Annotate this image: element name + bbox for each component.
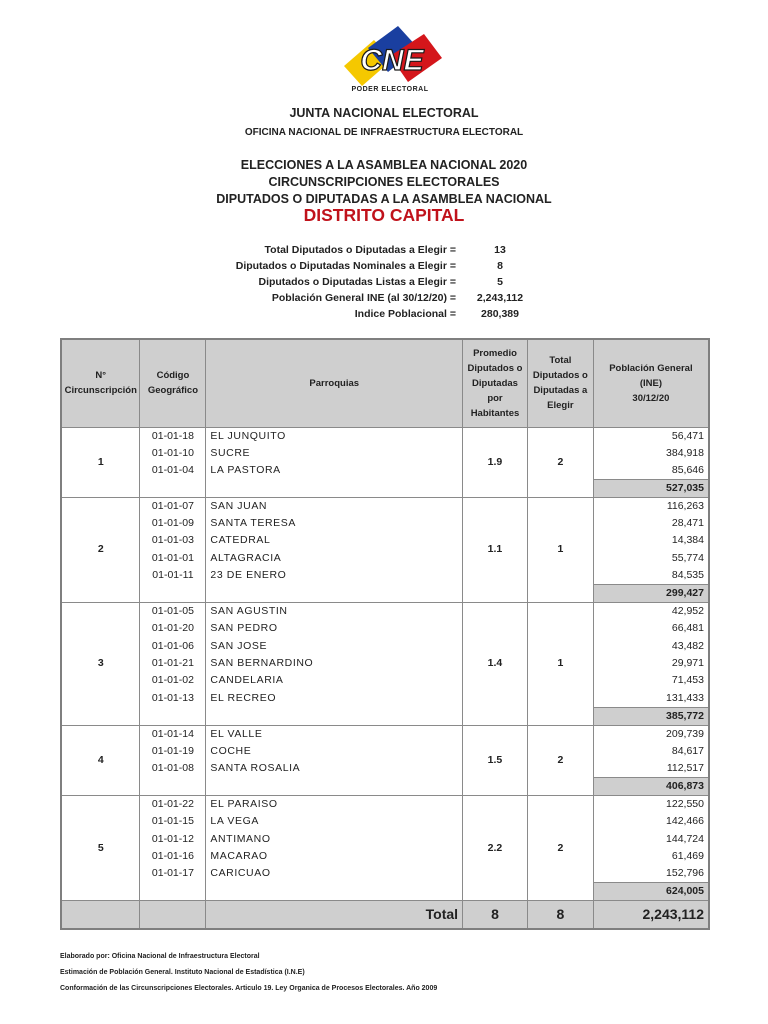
table-row	[61, 796, 709, 814]
circunscripcion-number: 3	[61, 603, 140, 726]
empty-cell	[206, 585, 463, 603]
header-line: Parroquias	[309, 377, 360, 389]
total-deputies: 1	[527, 603, 593, 726]
table-row	[61, 672, 709, 689]
geo-code: 01-01-07	[140, 497, 206, 515]
geo-code: 01-01-13	[140, 690, 206, 708]
summary-label: Indice Poblacional =	[354, 308, 456, 320]
header-line: 30/12/20	[632, 392, 670, 404]
total-deputies: 2	[527, 725, 593, 795]
header-line: Diputados o	[532, 370, 588, 382]
circunscripcion-number: 4	[61, 725, 140, 795]
population-value: 56,471	[593, 427, 709, 445]
circumscription-title: CIRCUNSCRIPCIONES ELECTORALES	[268, 175, 500, 189]
summary-row	[180, 258, 560, 274]
summary-value: 13	[494, 244, 506, 256]
summary-value: 8	[497, 260, 503, 272]
table-row	[61, 567, 709, 585]
population-value: 29,971	[593, 655, 709, 672]
table-row	[61, 743, 709, 760]
header-line: Población General	[609, 362, 693, 374]
geo-code: 01-01-17	[140, 865, 206, 883]
empty-cell	[61, 901, 140, 929]
empty-cell	[206, 479, 463, 497]
footer-note-estimate: Estimación de Población General. Instituto Nacional de Estadística (I.N.E)	[60, 969, 305, 976]
geo-code: 01-01-21	[140, 655, 206, 672]
total-label: Total	[206, 901, 463, 929]
table-row	[61, 760, 709, 778]
circunscripcion-number: 5	[61, 796, 140, 901]
table-row	[61, 462, 709, 480]
subtotal-row	[61, 479, 709, 497]
parish-name: 23 DE ENERO	[206, 567, 463, 585]
parish-name: EL RECREO	[206, 690, 463, 708]
summary-label: Total Diputados o Diputadas a Elegir =	[264, 244, 456, 256]
population-subtotal: 406,873	[593, 778, 709, 796]
table-row	[61, 532, 709, 549]
population-subtotal: 299,427	[593, 585, 709, 603]
empty-cell	[206, 883, 463, 901]
header-line: Diputadas	[472, 377, 518, 389]
empty-cell	[140, 901, 206, 929]
parish-name: SAN JUAN	[206, 497, 463, 515]
parish-name: SAN JOSE	[206, 637, 463, 654]
parish-name: SAN AGUSTIN	[206, 603, 463, 621]
average-deputies: 1.1	[463, 497, 528, 602]
summary-label: Población General INE (al 30/12/20) =	[271, 292, 456, 304]
geo-code: 01-01-08	[140, 760, 206, 778]
table-row	[61, 848, 709, 865]
header-line: Diputadas a	[533, 385, 588, 397]
population-value: 85,646	[593, 462, 709, 480]
table-row	[61, 550, 709, 567]
table-row	[61, 603, 709, 621]
header-line: Elegir	[547, 400, 574, 412]
population-value: 142,466	[593, 813, 709, 830]
summary-row	[180, 242, 560, 258]
summary-row	[180, 290, 560, 306]
empty-cell	[140, 778, 206, 796]
subtotal-row	[61, 707, 709, 725]
geo-code: 01-01-01	[140, 550, 206, 567]
parish-name: SAN PEDRO	[206, 620, 463, 637]
geo-code: 01-01-06	[140, 637, 206, 654]
geo-code: 01-01-04	[140, 462, 206, 480]
total-deputies-sum: 8	[527, 901, 593, 929]
population-subtotal: 385,772	[593, 707, 709, 725]
header-line: Circunscripción	[64, 385, 137, 397]
parish-name: COCHE	[206, 743, 463, 760]
org-title: JUNTA NACIONAL ELECTORAL	[289, 106, 479, 120]
total-row	[61, 901, 709, 929]
parish-name: EL VALLE	[206, 725, 463, 743]
population-value: 144,724	[593, 830, 709, 847]
population-subtotal: 527,035	[593, 479, 709, 497]
table-row	[61, 497, 709, 515]
circunscripcion-number: 2	[61, 497, 140, 602]
population-value: 131,433	[593, 690, 709, 708]
subtotal-row	[61, 585, 709, 603]
parish-name: SANTA TERESA	[206, 515, 463, 532]
subtotal-row	[61, 883, 709, 901]
population-value: 55,774	[593, 550, 709, 567]
population-value: 28,471	[593, 515, 709, 532]
geo-code: 01-01-11	[140, 567, 206, 585]
table-row	[61, 865, 709, 883]
circumscriptions-table	[60, 338, 710, 930]
subtotal-row	[61, 778, 709, 796]
summary-label: Diputados o Diputadas Listas a Elegir =	[258, 276, 456, 288]
table-row	[61, 515, 709, 532]
geo-code: 01-01-12	[140, 830, 206, 847]
office-title: OFICINA NACIONAL DE INFRAESTRUCTURA ELECTORAL	[244, 127, 524, 138]
header-line: Diputados o	[467, 362, 523, 374]
population-value: 84,535	[593, 567, 709, 585]
geo-code: 01-01-20	[140, 620, 206, 637]
population-value: 152,796	[593, 865, 709, 883]
table-row	[61, 427, 709, 445]
geo-code: 01-01-02	[140, 672, 206, 689]
parish-name: EL PARAISO	[206, 796, 463, 814]
parish-name: SAN BERNARDINO	[206, 655, 463, 672]
table-row	[61, 813, 709, 830]
header-promedio	[463, 339, 528, 427]
population-value: 42,952	[593, 603, 709, 621]
population-value: 112,517	[593, 760, 709, 778]
parish-name: MACARAO	[206, 848, 463, 865]
geo-code: 01-01-10	[140, 445, 206, 462]
population-value: 209,739	[593, 725, 709, 743]
logo-subtitle: PODER ELECTORAL	[351, 86, 429, 93]
header-total-diputados	[527, 339, 593, 427]
parish-name: LA PASTORA	[206, 462, 463, 480]
empty-cell	[206, 707, 463, 725]
parish-name: LA VEGA	[206, 813, 463, 830]
average-deputies: 1.9	[463, 427, 528, 497]
summary-label: Diputados o Diputadas Nominales a Elegir =	[235, 260, 456, 272]
summary-value: 5	[497, 276, 503, 288]
header-line: por	[487, 392, 503, 404]
empty-cell	[206, 778, 463, 796]
total-deputies: 2	[527, 796, 593, 901]
table-row	[61, 655, 709, 672]
population-value: 116,263	[593, 497, 709, 515]
geo-code: 01-01-09	[140, 515, 206, 532]
header-line: Habitantes	[470, 407, 520, 419]
table-row	[61, 445, 709, 462]
summary-block	[180, 242, 560, 322]
empty-cell	[140, 883, 206, 901]
table-row	[61, 725, 709, 743]
header-line: Total	[549, 355, 572, 367]
parish-name: CATEDRAL	[206, 532, 463, 549]
footer-note-law: Conformación de las Circunscripciones Electorales. Articulo 19. Ley Organica de Procesos Electorales. Año 2009	[60, 985, 438, 992]
logo-text: CNE	[360, 44, 424, 77]
header-codigo	[140, 339, 206, 427]
header-parroquias	[206, 339, 463, 427]
summary-value: 280,389	[481, 308, 519, 320]
election-title: ELECCIONES A LA ASAMBLEA NACIONAL 2020	[240, 158, 528, 172]
population-value: 71,453	[593, 672, 709, 689]
table-row	[61, 690, 709, 708]
header-circunscripcion	[61, 339, 140, 427]
total-deputies: 2	[527, 427, 593, 497]
parish-name: SUCRE	[206, 445, 463, 462]
population-value: 43,482	[593, 637, 709, 654]
population-value: 384,918	[593, 445, 709, 462]
parish-name: ALTAGRACIA	[206, 550, 463, 567]
geo-code: 01-01-03	[140, 532, 206, 549]
average-deputies: 1.5	[463, 725, 528, 795]
population-value: 61,469	[593, 848, 709, 865]
table-row	[61, 637, 709, 654]
geo-code: 01-01-18	[140, 427, 206, 445]
empty-cell	[140, 479, 206, 497]
empty-cell	[140, 707, 206, 725]
total-population: 2,243,112	[593, 901, 709, 929]
population-value: 66,481	[593, 620, 709, 637]
geo-code: 01-01-15	[140, 813, 206, 830]
empty-cell	[140, 585, 206, 603]
header-line: Geográfico	[147, 385, 199, 397]
total-average: 8	[463, 901, 528, 929]
parish-name: ANTIMANO	[206, 830, 463, 847]
geo-code: 01-01-05	[140, 603, 206, 621]
population-value: 84,617	[593, 743, 709, 760]
parish-name: SANTA ROSALIA	[206, 760, 463, 778]
table-row	[61, 620, 709, 637]
summary-row	[180, 306, 560, 322]
table-header-row	[61, 339, 709, 427]
circunscripcion-number: 1	[61, 427, 140, 497]
total-deputies: 1	[527, 497, 593, 602]
average-deputies: 1.4	[463, 603, 528, 726]
summary-row	[180, 274, 560, 290]
geo-code: 01-01-19	[140, 743, 206, 760]
parish-name: EL JUNQUITO	[206, 427, 463, 445]
summary-value: 2,243,112	[476, 292, 524, 304]
header-line: (INE)	[639, 377, 662, 389]
population-subtotal: 624,005	[593, 883, 709, 901]
deputies-title: DIPUTADOS O DIPUTADAS A LA ASAMBLEA NACIONAL	[216, 192, 552, 206]
population-value: 122,550	[593, 796, 709, 814]
header-poblacion	[593, 339, 709, 427]
district-title: DISTRITO CAPITAL	[303, 205, 465, 225]
footer-note-author: Elaborado por: Oficina Nacional de Infraestructura Electoral	[60, 953, 260, 960]
header-line: Código	[156, 370, 190, 382]
population-value: 14,384	[593, 532, 709, 549]
header-line: Promedio	[473, 347, 517, 359]
geo-code: 01-01-14	[140, 725, 206, 743]
average-deputies: 2.2	[463, 796, 528, 901]
geo-code: 01-01-22	[140, 796, 206, 814]
table-row	[61, 830, 709, 847]
header-line: N°	[95, 370, 107, 382]
parish-name: CARICUAO	[206, 865, 463, 883]
parish-name: CANDELARIA	[206, 672, 463, 689]
geo-code: 01-01-16	[140, 848, 206, 865]
